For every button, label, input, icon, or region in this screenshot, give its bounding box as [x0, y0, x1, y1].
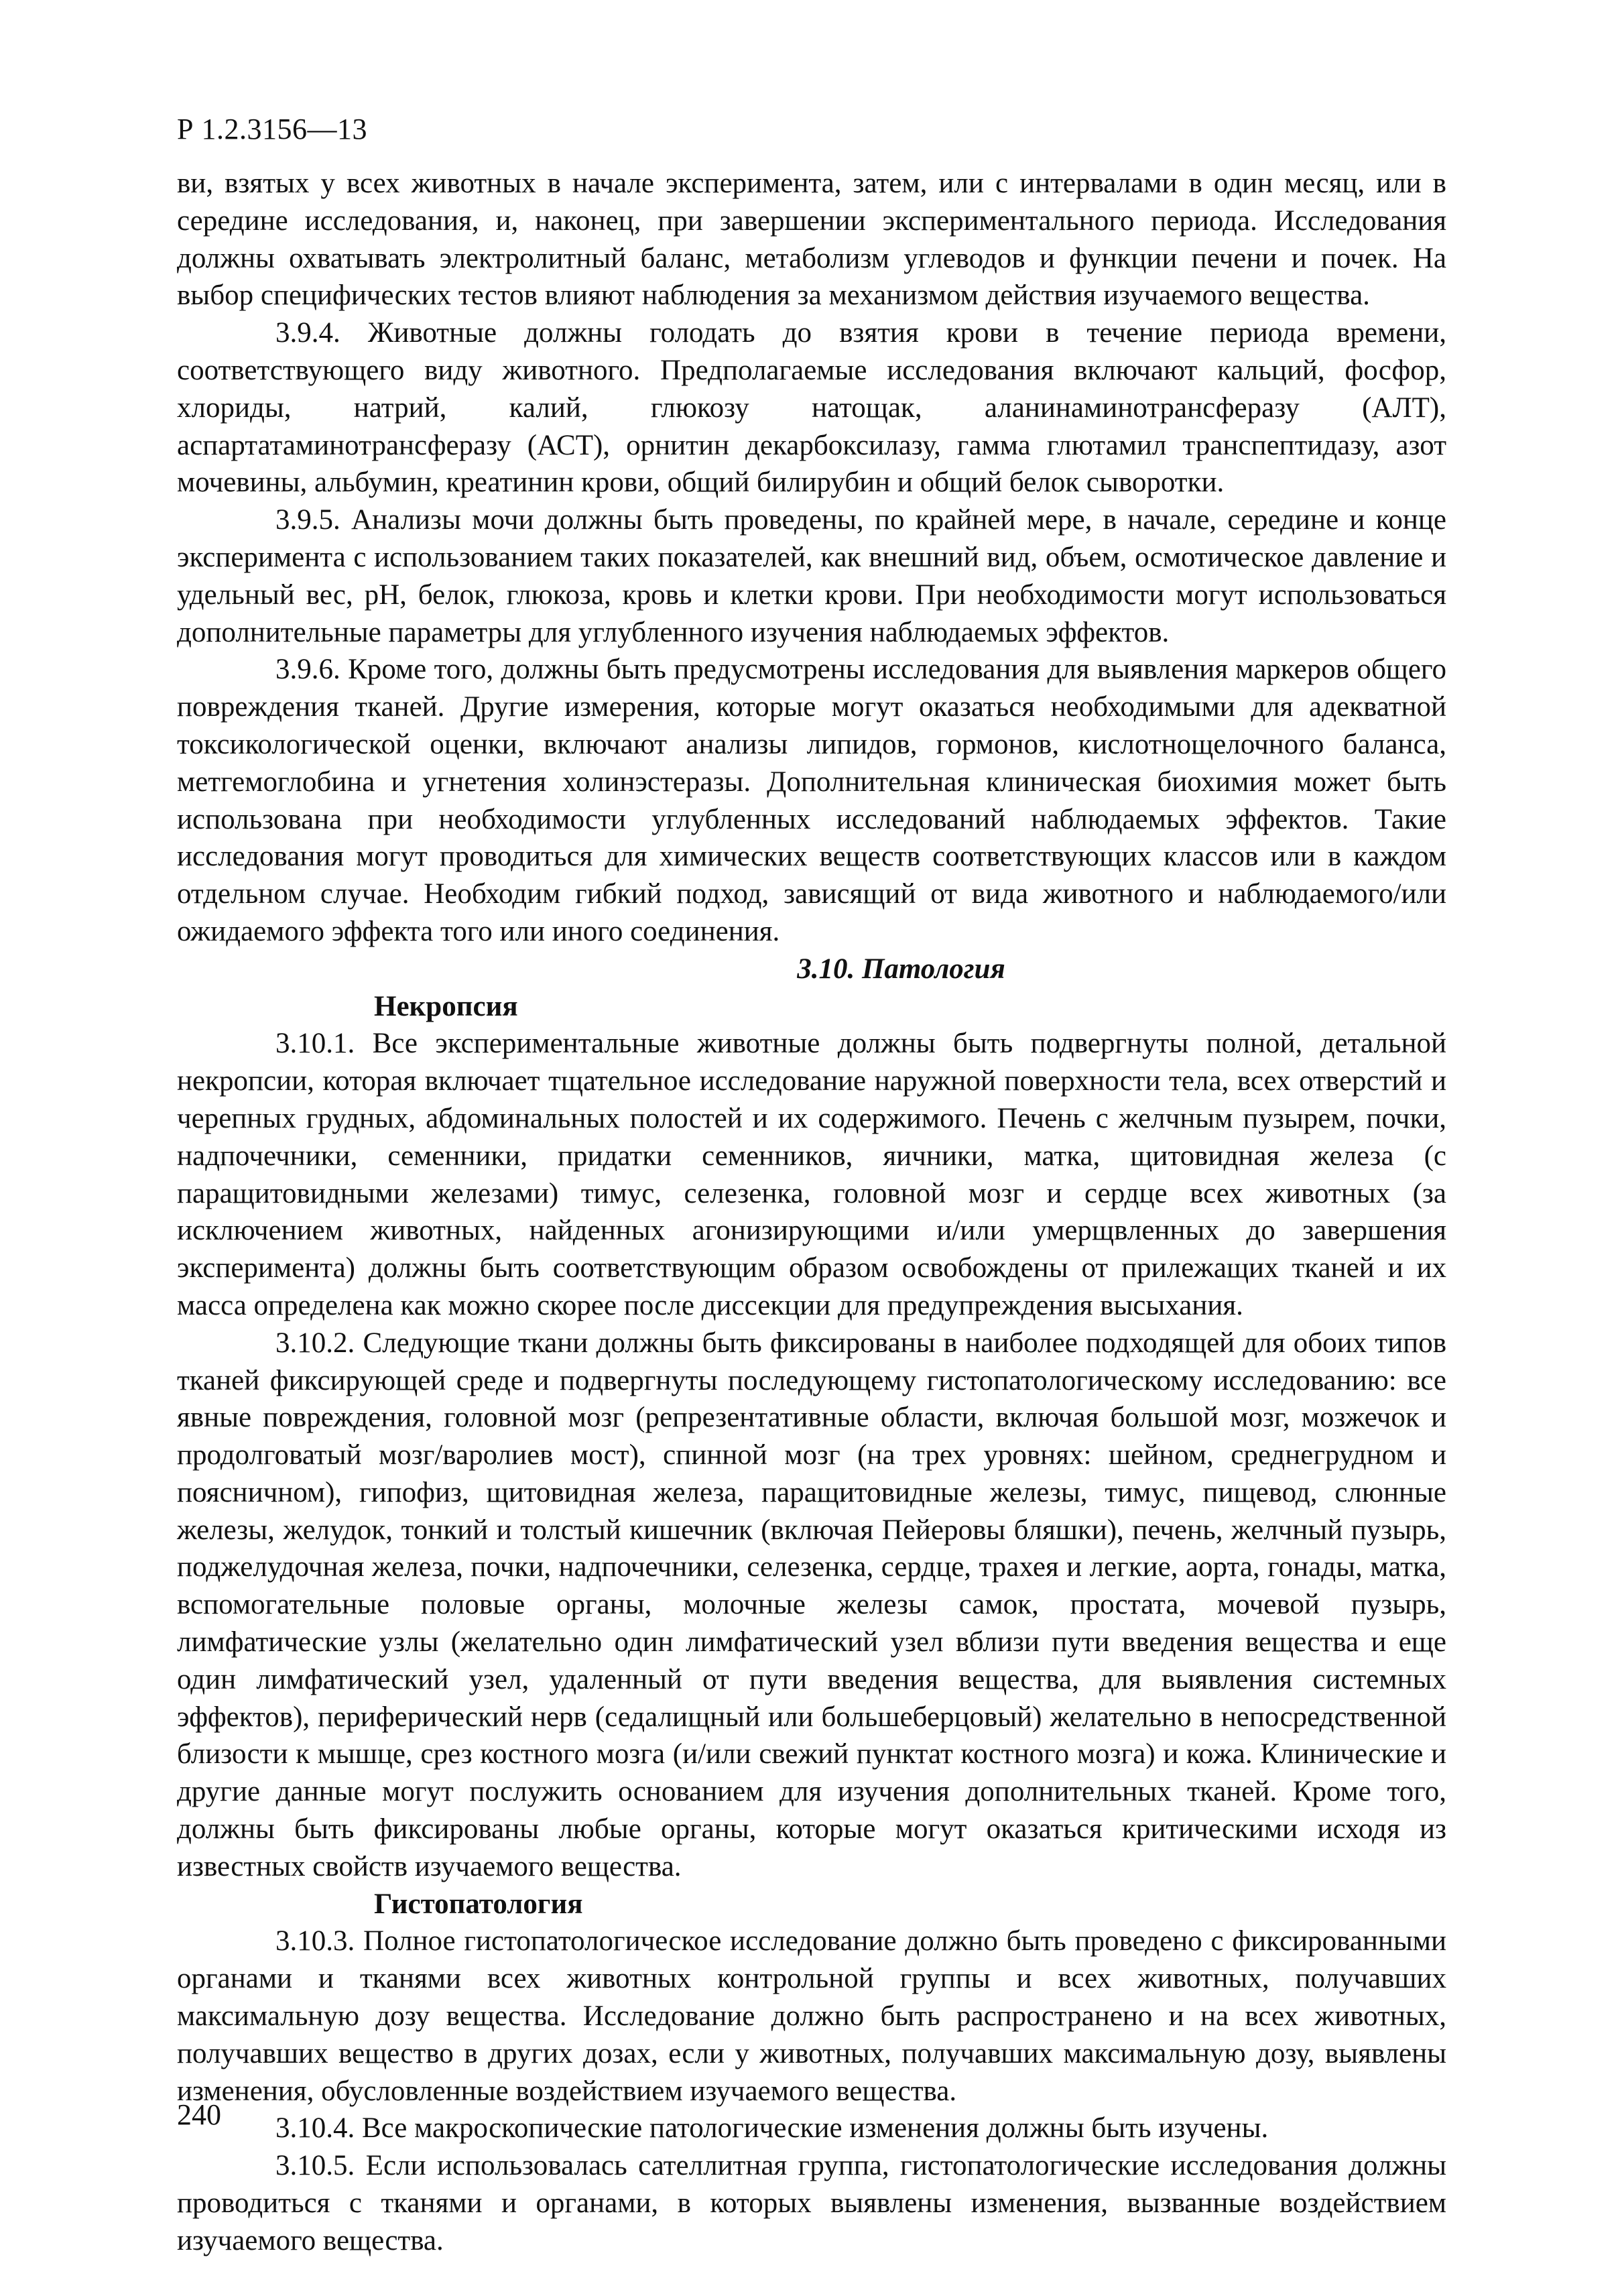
- subheading-necropsy: Некропсия: [374, 990, 518, 1022]
- paragraph-continuation: ви, взятых у всех животных в начале эксперимента, затем, или с интервалами в один месяц, или в середине исследования, и, наконец, при завершении экспериментального периода. Исследования должны охватывать электролитный баланс, метаболизм углеводов и функции печени и почек. На выбор специфических тестов влияют наблюдения за механизмом действия изучаемого вещества.: [177, 168, 1446, 312]
- subheading-histopathology: Гистопатология: [374, 1888, 583, 1920]
- paragraph-3-10-1: 3.10.1. Все экспериментальные животные должны быть подвергнуты полной, детальной некропсии, которая включает тщательное исследование наружной поверхности тела, всех отверстий и черепных грудных, абдоминальных полостей и их содержимого. Печень с желчным пузырем, почки, надпочечники, семенники, придатки семенников, яичники, матка, щитовидная железа (с паращитовидными железами) тимус, селезенка, головной мозг и сердце всех животных (за исключением животных, найденных агонизирующими и/или умерщвленных до завершения эксперимента) должны быть соответствующим образом освобождены от прилежащих тканей и их масса определена как можно скорее после диссекции для предупреждения высыхания.: [177, 1028, 1446, 1321]
- paragraph-3-10-2: 3.10.2. Следующие ткани должны быть фиксированы в наиболее подходящей для обоих типов тканей фиксирующей среде и подвергнуты последующему гистопатологическому исследованию: все явные повреждения, головной мозг (репрезентативные области, включая большой мозг, мозжечок и продолговатый мозг/варолиев мост), спинной мозг (на трех уровнях: шейном, среднегрудном и поясничном), гипофиз, щитовидная железа, паращитовидные железы, тимус, пищевод, слюнные железы, желудок, тонкий и толстый кишечник (включая Пейеровы бляшки), печень, желчный пузырь, поджелудочная железа, почки, надпочечники, селезенка, сердце, трахея и легкие, аорта, гонады, матка, вспомогательные половые органы, молочные железы самок, простата, мочевой пузырь, лимфатические узлы (желательно один лимфатический узел вблизи пути введения вещества и еще один лимфатический узел, удаленный от пути введения вещества, для выявления системных эффектов), периферический нерв (седалищный или большеберцовый) желательно в непосредственной близости к мышце, срез костного мозга (и/или свежий пунктат костного мозга) и кожа. Клинические и другие данные могут послужить основанием для изучения дополнительных тканей. Кроме того, должны быть фиксированы любые органы, которые могут оказаться критическими исходя из известных свойств изучаемого вещества.: [177, 1327, 1446, 1882]
- paragraph-3-10-5: 3.10.5. Если использовалась сателлитная группа, гистопатологические исследования должны проводиться с тканями и органами, в которых выявлены изменения, вызванные воздействием изучаемого вещества.: [177, 2150, 1446, 2256]
- paragraph-3-9-5: 3.9.5. Анализы мочи должны быть проведены, по крайней мере, в начале, середине и конце эксперимента с использованием таких показателей, как внешний вид, объем, осмотическое давление и удельный вес, pH, белок, глюкоза, кровь и клетки крови. При необходимости могут использоваться дополнительные параметры для углубленного изучения наблюдаемых эффектов.: [177, 504, 1446, 648]
- paragraph-3-10-4: 3.10.4. Все макроскопические патологические изменения должны быть изучены.: [275, 2112, 1269, 2144]
- document-body: [177, 165, 1446, 2260]
- paragraph-3-9-4: 3.9.4. Животные должны голодать до взятия крови в течение периода времени, соответствующего виду животного. Предполагаемые исследования включают кальций, фосфор, хлориды, натрий, калий, глюкозу натощак, аланинаминотрансферазу (АЛТ), аспартатаминотрансферазу (АСТ), орнитин декарбоксилазу, гамма глютамил транспептидазу, азот мочевины, альбумин, креатинин крови, общий билирубин и общий белок сыворотки.: [177, 317, 1446, 499]
- section-title-pathology: 3.10. Патология: [797, 953, 1005, 985]
- paragraph-3-10-3: 3.10.3. Полное гистопатологическое исследование должно быть проведено с фиксированными органами и тканями всех животных контрольной группы и всех животных, получавших максимальную дозу вещества. Исследование должно быть распространено и на всех животных, получавших вещество в других дозах, если у животных, получавших максимальную дозу, выявлены изменения, обусловленные воздействием изучаемого вещества.: [177, 1925, 1446, 2107]
- page-number: 240: [177, 2098, 221, 2131]
- document-code-header: Р 1.2.3156—13: [177, 113, 367, 145]
- paragraph-3-9-6: 3.9.6. Кроме того, должны быть предусмотрены исследования для выявления маркеров общего повреждения тканей. Другие измерения, которые могут оказаться необходимыми для адекватной токсикологической оценки, включают анализы липидов, гормонов, кислотнощелочного баланса, метгемоглобина и угнетения холинэстеразы. Дополнительная клиническая биохимия может быть использована при необходимости углубленных исследований наблюдаемых эффектов. Такие исследования могут проводиться для химических веществ соответствующих классов или в каждом отдельном случае. Необходим гибкий подход, зависящий от вида животного и наблюдаемого/или ожидаемого эффекта того или иного соединения.: [177, 654, 1446, 947]
